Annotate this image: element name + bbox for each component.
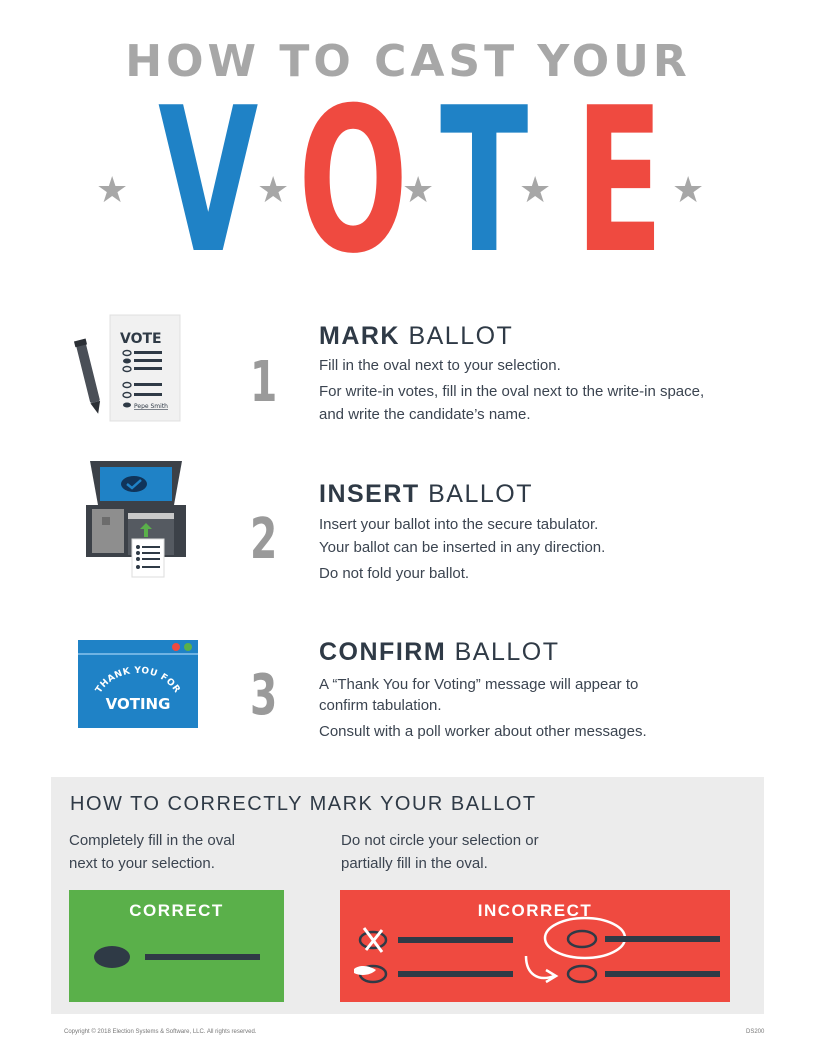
step-text: Do not fold your ballot. [319,565,470,582]
copyright: Copyright © 2018 Election Systems & Software, LLC. All rights reserved. [64,1029,257,1035]
ballot-heading: VOTE [120,331,162,347]
filled-oval-example [69,890,284,1002]
step-text: A “Thank You for Voting” message will appear to [319,676,639,693]
vote-word [0,0,816,300]
step-number: 1 [250,350,278,415]
step-heading-bold: CONFIRM [319,638,447,666]
step-text: Consult with a poll worker about other messages. [319,723,647,740]
step-heading-rest: BALLOT [400,322,514,350]
thank-you-screen-icon [78,640,198,730]
star-icon: ★ [672,169,705,210]
step-2 [0,455,816,605]
correct-note-line: Completely fill in the oval [69,832,235,849]
step-text: Your ballot can be inserted in any direction. [319,539,606,556]
star-icon: ★ [402,169,435,210]
vote-letter-e: E [575,65,664,298]
step-number: 3 [250,663,278,728]
step-text: Insert your ballot into the secure tabulator. [319,516,599,533]
step-text: For write-in votes, fill in the oval next to the write-in space, [319,383,705,400]
step-heading-rest: BALLOT [446,638,560,666]
ballot-signature: Pepe Smith [134,403,168,410]
page-title: HOW TO CAST YOUR [125,36,691,87]
step-number: 2 [250,507,278,572]
step-heading [319,322,513,351]
step-text: Fill in the oval next to your selection. [319,357,561,374]
tabulator-icon [86,461,186,581]
step-3 [0,625,816,755]
correct-note [69,829,235,875]
step-heading [319,480,533,509]
incorrect-note [341,829,539,875]
incorrect-note-line: Do not circle your selection or [341,832,539,849]
step-text: and write the candidate’s name. [319,406,531,423]
ballot-pen-icon [74,313,184,423]
vote-letter-v: V [158,65,259,298]
vote-letter-t: T [440,65,529,298]
star-icon: ★ [257,169,290,210]
model-label: DS200 [746,1029,765,1035]
incorrect-marks-example [340,890,730,1002]
step-heading [319,638,559,667]
correct-note-line: next to your selection. [69,855,215,872]
step-heading-rest: BALLOT [419,480,534,508]
correct-label: CORRECT [129,901,224,920]
vote-letter-o: O [298,65,409,298]
incorrect-example [340,890,730,1002]
marking-title: HOW TO CORRECTLY MARK YOUR BALLOT [70,793,537,815]
thank-you-arc-text: THANK YOU FOR [94,665,182,696]
correct-example [69,890,284,1002]
star-icon: ★ [96,169,129,210]
voting-text: VOTING [105,695,171,713]
incorrect-label: INCORRECT [477,901,593,920]
star-icon: ★ [519,169,552,210]
step-heading-bold: INSERT [319,480,420,508]
step-text: confirm tabulation. [319,697,442,714]
step-heading-bold: MARK [319,322,400,350]
incorrect-note-line: partially fill in the oval. [341,855,488,872]
step-1 [0,300,816,440]
